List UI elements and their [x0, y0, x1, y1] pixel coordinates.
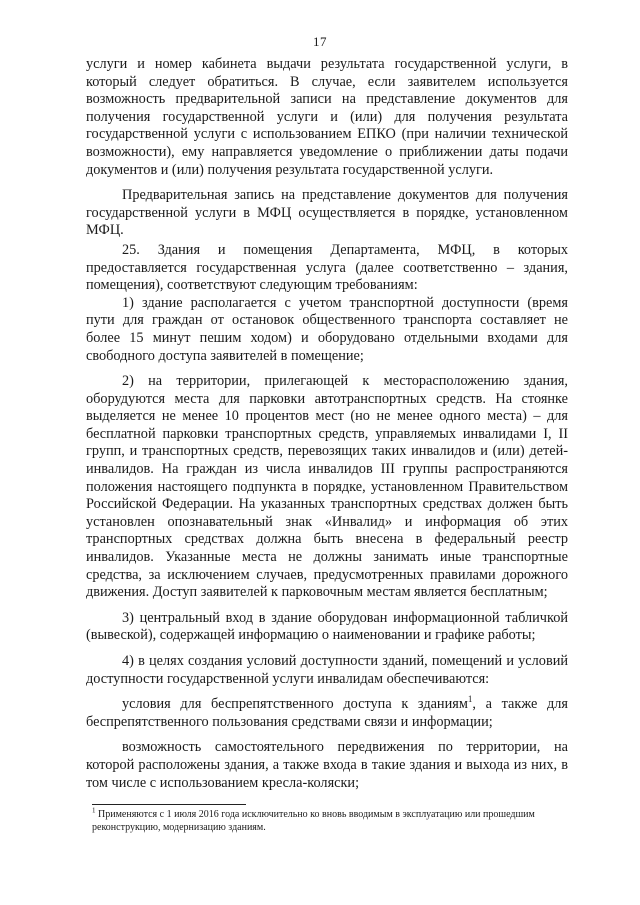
paragraph-requirement-3: 3) центральный вход в здание оборудован информационной табличкой (вывеской), содержащей информацию о наименовании и графике работы;	[86, 609, 568, 644]
paragraph-requirement-4: 4) в целях создания условий доступности зданий, помещений и условий доступности государственной услуги инвалидам обеспечиваются:	[86, 653, 568, 687]
paragraph-independent-movement: возможность самостоятельного передвижения по территории, на которой расположены здания, а также входа в такие здания и выхода из них, в том числе с использованием кресла-коляски;	[86, 739, 568, 791]
footnote	[92, 808, 568, 834]
paragraph-preliminary-record: Предварительная запись на представление документов для получения государственной услуги в МФЦ осуществляется в порядке, установленном МФЦ.	[86, 187, 568, 239]
main-text	[86, 56, 568, 792]
paragraph-requirement-2: 2) на территории, прилегающей к месторасположению здания, оборудуются места для парковки автотранспортных средств. На стоянке выделяется не менее 10 процентов мест (но не менее одного места) – для бесплатной парковки транспортных средств, управляемых инвалидами I, II групп, и транспортных средств, перевозящих таких инвалидов и (или) детей-инвалидов. На граждан из числа инвалидов III группы распространяются положения настоящего подпункта в порядке, установленном Правительством Российской Федерации. На указанных транспортных средствах должен быть установлен опознавательный знак «Инвалид» и информация об этих транспортных средствах должна быть внесена в федеральный реестр инвалидов. Указанные места не должны занимать иные транспортные средства, за исключением случаев, предусмотренных правилами дорожного движения. Доступ заявителей к парковочным местам является бесплатным;	[86, 373, 568, 601]
footnote-text: Применяются с 1 июля 2016 года исключительно ко вновь вводимым в эксплуатацию или прошедшим реконструкцию, модернизацию зданиям.	[92, 809, 535, 833]
paragraph-accessibility-conditions	[86, 696, 568, 731]
conditions-text-start: условия для беспрепятственного доступа к зданиям	[122, 696, 468, 713]
conditions-text-end: , а также для беспрепятственного пользования средствами связи и информации;	[86, 696, 568, 730]
paragraph-item-25: 25. Здания и помещения Департамента, МФЦ, в которых предоставляется государственная услуга (далее соответственно – здания, помещения), соответствуют следующим требованиям:	[86, 241, 568, 294]
paragraph-requirement-1: 1) здание располагается с учетом транспортной доступности (время пути для граждан от остановок общественного транспорта составляет не более 15 минут пешим ходом) и оборудовано отдельными входами для свободного доступа заявителей в помещение;	[86, 294, 568, 364]
page-number: 17	[313, 34, 327, 49]
footnote-reference: 1	[467, 694, 473, 705]
paragraph-continuation: услуги и номер кабинета выдачи результата государственной услуги, в который следует обратиться. В случае, если заявителем используется возможность предварительной записи на представление документов для получения государственной услуги и (или) для получения результата государственной услуги с использованием ЕПКО (при наличии технической возможности), ему направляется уведомление о приближении даты подачи документов и (или) получения результата государственной услуги.	[86, 56, 568, 178]
footnote-separator	[92, 804, 246, 805]
footnote-marker: 1	[92, 806, 96, 815]
